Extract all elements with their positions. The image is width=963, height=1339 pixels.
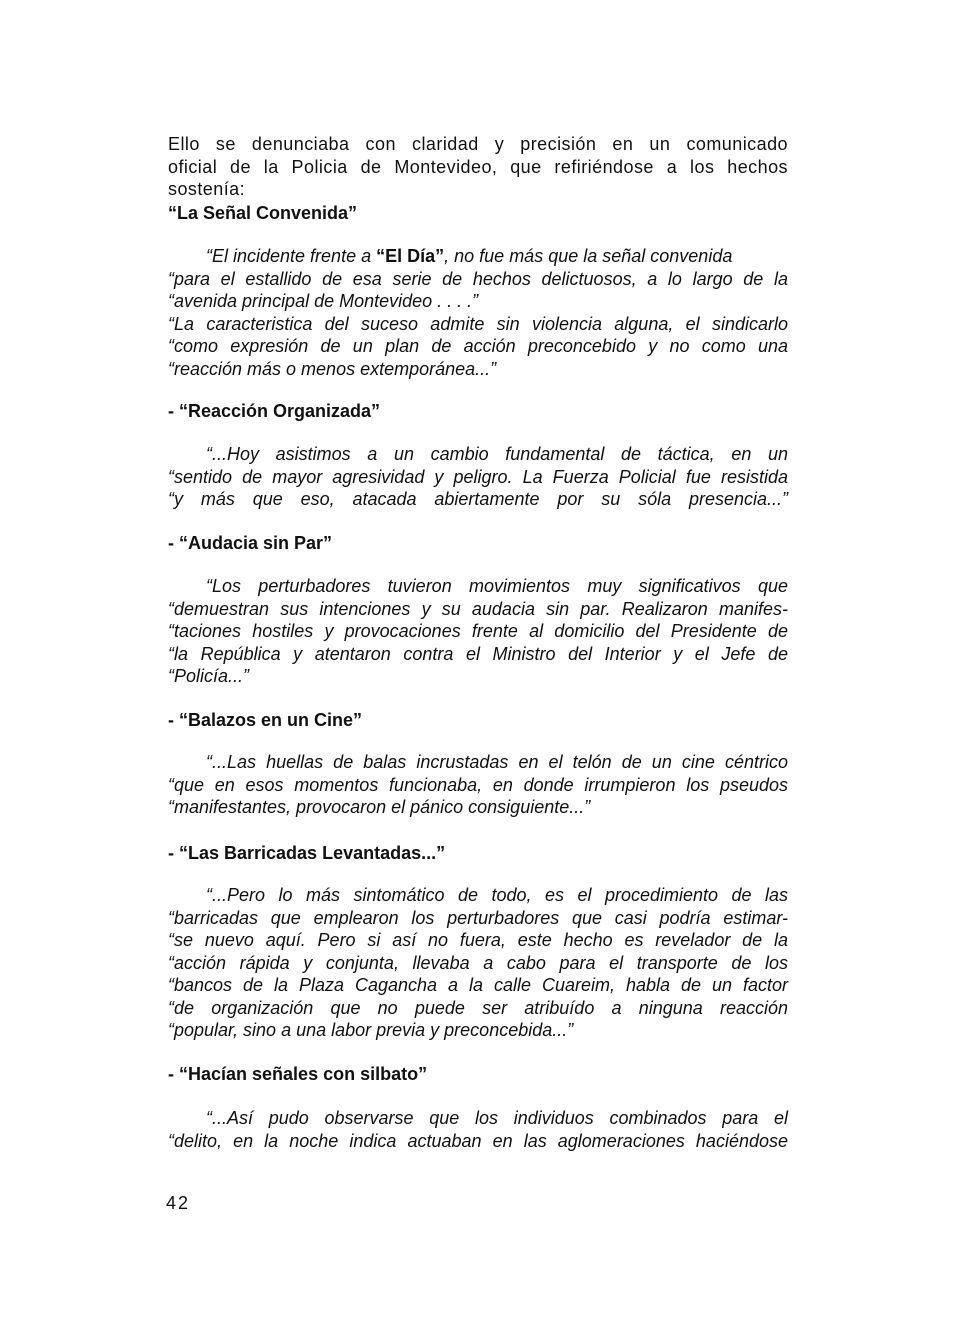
quote-line: “La caracteristica del suceso admite sin violencia alguna, el sindicarlo (168, 313, 788, 334)
quote-line: “de organización que no puede ser atribuído a ninguna reacción (168, 997, 788, 1018)
quote-line: “manifestantes, provocaron el pánico consiguiente...” (168, 797, 591, 817)
quote-line: “Policía...” (168, 666, 250, 686)
intro-line: sostenía: (168, 179, 246, 199)
quote-line: “delito, en la noche indica actuaban en las aglomeraciones haciéndose (168, 1130, 788, 1151)
quote-block (168, 575, 788, 688)
quote-block (168, 751, 788, 819)
quote-text: , no fue más que la señal convenida (444, 246, 733, 266)
quote-line: “como expresión de un plan de acción preconcebido y no como una (168, 336, 788, 356)
intro-paragraph (168, 133, 788, 201)
quote-line: “...Pero lo más sintomático de todo, es el procedimiento de las (206, 885, 788, 905)
quote-line: “acción rápida y conjunta, llevaba a cabo para el transporte de los (168, 952, 788, 973)
quote-line: “bancos de la Plaza Cagancha a la calle Cuareim, habla de un factor (168, 975, 788, 995)
section-heading: - “Hacían señales con silbato” (168, 1064, 428, 1084)
quote-line: “taciones hostiles y provocaciones frente al domicilio del Presidente de (168, 621, 788, 641)
quote-line: “demuestran sus intenciones y su audacia sin par. Realizaron manifes- (168, 598, 788, 619)
section-heading: - “Balazos en un Cine” (168, 710, 363, 730)
page-number: 42 (166, 1193, 191, 1213)
quote-line: “...Las huellas de balas incrustadas en el telón de un cine céntrico (206, 752, 788, 772)
quote-line: “la República y atentaron contra el Ministro del Interior y el Jefe de (168, 643, 788, 664)
quote-line: “Los perturbadores tuvieron movimientos muy significativos que (206, 576, 788, 596)
section-heading: - “Las Barricadas Levantadas...” (168, 843, 446, 863)
intro-line: oficial de la Policia de Montevideo, que refiriéndose a los hechos (168, 156, 788, 177)
intro-line: Ello se denunciaba con claridad y precisión en un comunicado (168, 134, 788, 154)
quote-line: “y más que eso, atacada abiertamente por su sóla presencia...” (168, 489, 788, 509)
quote-line: “...Así pudo observarse que los individuos combinados para el (206, 1108, 788, 1128)
quote-line: “que en esos momentos funcionaba, en donde irrumpieron los pseudos (168, 774, 788, 795)
quote-line: “...Hoy asistimos a un cambio fundamental de táctica, en un (206, 444, 788, 464)
newspaper-name: “El Día” (376, 246, 445, 266)
quote-line: “reacción más o menos extemporánea...” (168, 358, 497, 379)
quote-line: “se nuevo aquí. Pero si así no fuera, este hecho es revelador de la (168, 930, 788, 950)
quote-block (168, 1107, 788, 1152)
quote-text: “El incidente frente a (206, 246, 377, 266)
quote-line: “avenida principal de Montevideo . . . .” (168, 291, 479, 311)
quote-line: “barricadas que emplearon los perturbadores que casi podría estimar- (168, 907, 788, 928)
section-heading: “La Señal Convenida” (168, 203, 358, 223)
section-heading: - “Audacia sin Par” (168, 533, 333, 553)
quote-line: “sentido de mayor agresividad y peligro. La Fuerza Policial fue resistida (168, 466, 788, 487)
section-heading: - “Reacción Organizada” (168, 401, 381, 421)
quote-block (168, 245, 788, 380)
quote-block (168, 884, 788, 1042)
quote-block (168, 443, 788, 511)
quote-line: “para el estallido de esa serie de hechos delictuosos, a lo largo de la (168, 268, 788, 289)
quote-line: “popular, sino a una labor previa y preconcebida...” (168, 1020, 574, 1040)
quote-line (168, 245, 788, 268)
